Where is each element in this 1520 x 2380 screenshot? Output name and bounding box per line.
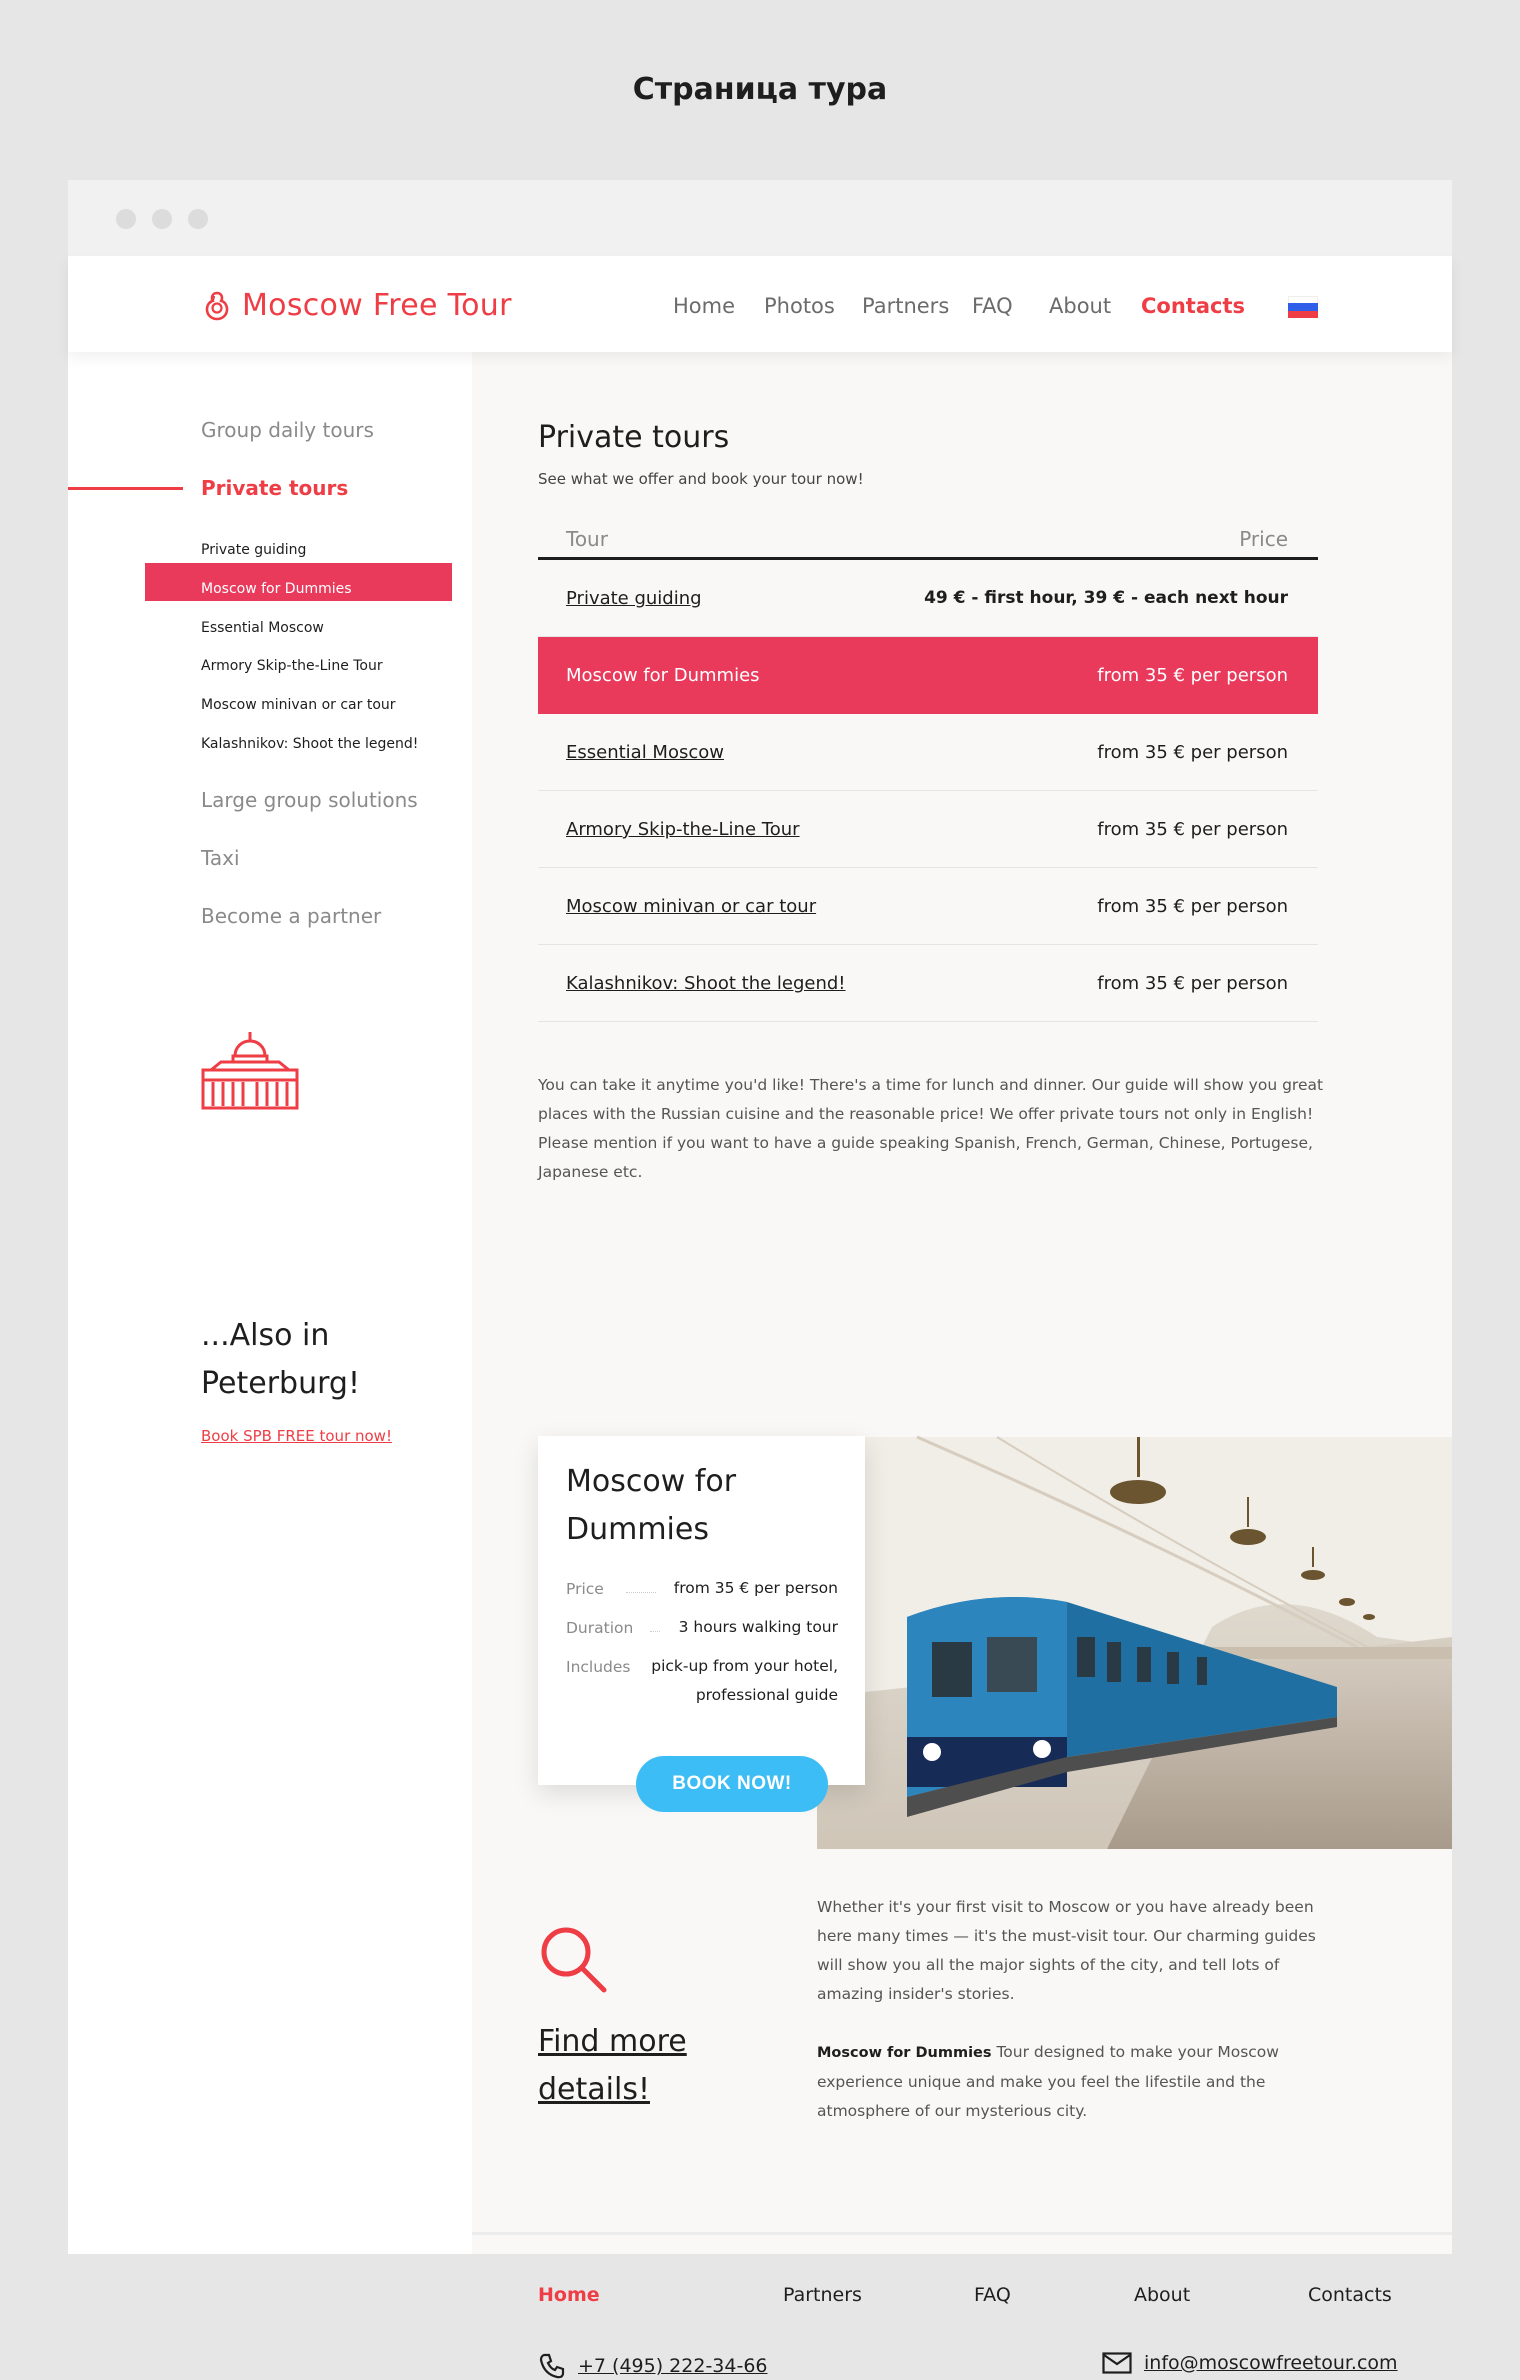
spec-label: Duration	[566, 1619, 634, 1637]
tour-description-2	[817, 2038, 1327, 2126]
browser-chrome	[68, 180, 1452, 256]
browser-window	[68, 180, 1452, 2377]
tour-card	[538, 1436, 865, 1785]
metro-photo	[817, 1437, 1452, 1849]
tour-name[interactable]: Armory Skip-the-Line Tour	[566, 819, 800, 840]
magnifier-icon	[538, 1924, 610, 1996]
matryoshka-logo-icon	[204, 291, 230, 321]
private-tours-description: You can take it anytime you'd like! There's a time for lunch and dinner. Our guide will show you great places with the Russian cuisine and the reasonable price! We offer private tours not only in English! Please mention if you want to have a guide speaking Spanish, French, German, Chinese, Portugese, Japanese etc.	[538, 1076, 1324, 1181]
column-header-tour: Tour	[566, 527, 608, 551]
tour-price: from 35 € per person	[1097, 665, 1288, 686]
table-row[interactable]	[538, 714, 1318, 791]
sidebar-sub-private-guiding[interactable]: Private guiding	[201, 542, 307, 558]
flag-stripe-blue	[1288, 303, 1318, 310]
nav-about[interactable]: About	[1049, 294, 1112, 318]
tour-price: from 35 € per person	[1097, 973, 1288, 994]
main-content	[472, 352, 1452, 2377]
sidebar-item-large-group[interactable]: Large group solutions	[201, 788, 418, 812]
flag-stripe-white	[1288, 296, 1318, 303]
site-header	[68, 256, 1452, 352]
nav-partners[interactable]: Partners	[862, 294, 950, 318]
sidebar-item-become-partner[interactable]: Become a partner	[201, 904, 382, 928]
tour-price: from 35 € per person	[1097, 819, 1288, 840]
sidebar-item-group-daily[interactable]: Group daily tours	[201, 418, 374, 442]
phone-number[interactable]: +7 (495) 222-34-66	[578, 2355, 768, 2377]
table-header	[538, 507, 1318, 560]
dotted-leader	[626, 1592, 656, 1593]
page-subtitle: See what we offer and book your tour now!	[538, 470, 864, 488]
find-more-details-link[interactable]: Find more details!	[538, 2024, 687, 2107]
footer-nav-contacts[interactable]: Contacts	[1308, 2284, 1392, 2306]
footer-nav-about[interactable]: About	[1134, 2284, 1191, 2306]
phone-icon	[538, 2352, 566, 2380]
footer-phone[interactable]	[538, 2352, 768, 2380]
spec-value: 3 hours walking tour	[678, 1618, 838, 1636]
table-row[interactable]	[538, 560, 1318, 637]
logo[interactable]	[204, 288, 512, 323]
tour-name-bold: Moscow for Dummies	[817, 2045, 992, 2061]
spec-label: Includes	[566, 1658, 631, 1676]
page-title: Private tours	[538, 420, 730, 455]
nav-photos[interactable]: Photos	[764, 294, 835, 318]
metro-train-image	[817, 1437, 1452, 1849]
tour-description: Whether it's your first visit to Moscow or you have already been here many times — it's the must-visit tour. Our charming guides will show you all the major sights of the city, and tell lots of amazing insider's stories.	[817, 1898, 1316, 2003]
tour-name[interactable]: Essential Moscow	[566, 742, 724, 763]
palace-icon	[201, 1030, 299, 1112]
sidebar	[68, 352, 472, 2254]
table-row[interactable]	[538, 945, 1318, 1022]
table-row[interactable]	[538, 868, 1318, 945]
sidebar-sub-moscow-for-dummies[interactable]: Moscow for Dummies	[201, 581, 352, 597]
footer-nav-home[interactable]: Home	[538, 2284, 600, 2306]
tour-name[interactable]: Private guiding	[566, 588, 702, 609]
footer-divider	[472, 2232, 1452, 2235]
spec-label: Price	[566, 1580, 604, 1598]
tour-price: from 35 € per person	[1097, 742, 1288, 763]
spec-value	[651, 1652, 838, 1710]
nav-home[interactable]: Home	[673, 294, 736, 318]
tour-description-rest: Tour designed to make your Moscow experience unique and make you feel the lifestile and the atmosphere of our mysterious city.	[817, 2043, 1279, 2120]
card-title: Moscow for Dummies	[566, 1464, 737, 1547]
sidebar-item-private-tours[interactable]: Private tours	[201, 476, 349, 500]
sidebar-sub-kalashnikov[interactable]: Kalashnikov: Shoot the legend!	[201, 736, 419, 752]
table-row-selected[interactable]	[538, 637, 1318, 714]
flag-stripe-red	[1288, 311, 1318, 318]
language-flag-icon[interactable]	[1288, 296, 1318, 318]
column-header-price: Price	[1239, 527, 1288, 551]
sidebar-sub-minivan[interactable]: Moscow minivan or car tour	[201, 697, 396, 713]
tour-price: 49 € - first hour, 39 € - each next hour	[924, 588, 1288, 608]
footer-nav-partners[interactable]: Partners	[783, 2284, 862, 2306]
also-in-peterburg-title: ...Also in Peterburg!	[201, 1318, 360, 1401]
sidebar-sub-armory[interactable]: Armory Skip-the-Line Tour	[201, 658, 383, 674]
dotted-leader	[650, 1631, 660, 1632]
active-indicator	[68, 487, 183, 490]
footer-email[interactable]	[1102, 2352, 1398, 2374]
sidebar-item-taxi[interactable]: Taxi	[201, 846, 240, 870]
window-dot-icon[interactable]	[116, 209, 136, 229]
window-dot-icon[interactable]	[188, 209, 208, 229]
email-address[interactable]: info@moscowfreetour.com	[1144, 2352, 1398, 2374]
logo-text: Moscow Free Tour	[242, 288, 512, 323]
nav-contacts[interactable]: Contacts	[1141, 294, 1245, 318]
footer-nav-faq[interactable]: FAQ	[974, 2284, 1011, 2306]
tour-name[interactable]: Moscow minivan or car tour	[566, 896, 817, 917]
page-heading: Страница тура	[632, 72, 888, 107]
tour-name[interactable]: Kalashnikov: Shoot the legend!	[566, 973, 846, 994]
spec-value-line: professional guide	[695, 1686, 838, 1704]
sidebar-sub-essential-moscow[interactable]: Essential Moscow	[201, 620, 324, 636]
mail-icon	[1102, 2352, 1132, 2374]
nav-faq[interactable]: FAQ	[972, 294, 1013, 318]
tour-table	[538, 507, 1318, 1022]
spec-value: from 35 € per person	[673, 1579, 838, 1597]
table-row[interactable]	[538, 791, 1318, 868]
window-dot-icon[interactable]	[152, 209, 172, 229]
spec-value-line: pick-up from your hotel,	[651, 1657, 838, 1675]
book-now-button[interactable]: BOOK NOW!	[636, 1756, 828, 1812]
tour-name[interactable]: Moscow for Dummies	[566, 665, 760, 686]
tour-price: from 35 € per person	[1097, 896, 1288, 917]
book-spb-link[interactable]: Book SPB FREE tour now!	[201, 1427, 392, 1445]
